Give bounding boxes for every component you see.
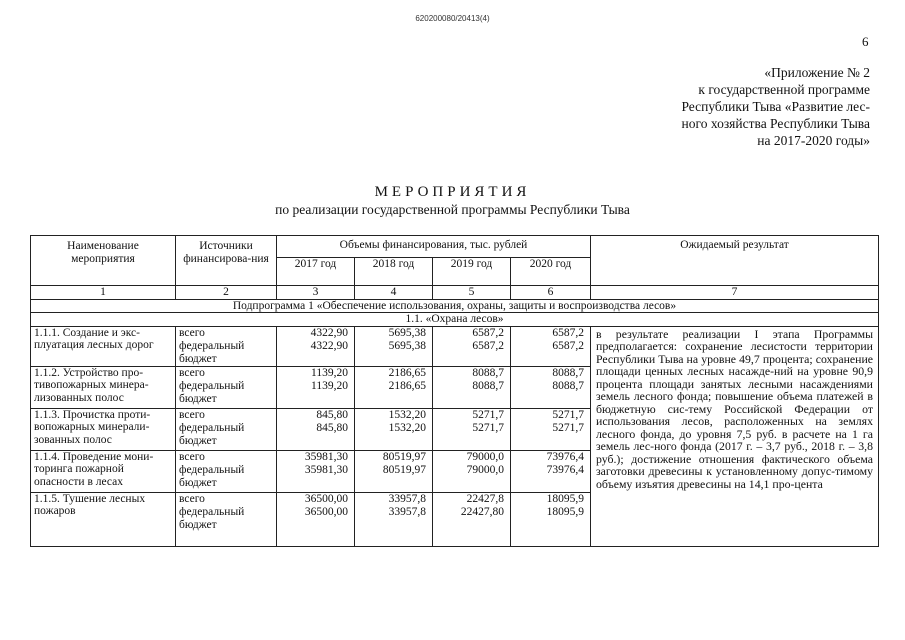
header-source: Источники финансирова-ния (176, 236, 277, 286)
source-total: всего (176, 492, 277, 506)
measure-name: 1.1.2. Устройство про-тивопожарных минера-лизованных полос (31, 366, 176, 408)
value-cell: 5271,7 (511, 408, 591, 422)
appendix-line: «Приложение № 2 (764, 65, 870, 80)
appendix-note (620, 64, 870, 149)
value-cell: 8088,7 (433, 366, 511, 380)
column-number: 3 (277, 286, 355, 300)
page-subtitle: по реализации государственной программы Республики Тыва (275, 202, 630, 217)
column-number: 6 (511, 286, 591, 300)
value-cell: 6587,2 (433, 326, 511, 340)
appendix-line: ного хозяйства Республики Тыва (681, 116, 870, 131)
value-cell: 18095,9 (511, 506, 591, 546)
value-cell: 2186,65 (355, 380, 433, 408)
source-federal: федеральный бюджет (176, 422, 277, 450)
value-cell: 1139,20 (277, 380, 355, 408)
value-cell: 79000,0 (433, 464, 511, 492)
column-number: 1 (31, 286, 176, 300)
header-year: 2017 год (277, 258, 355, 286)
value-cell: 80519,97 (355, 464, 433, 492)
source-total: всего (176, 450, 277, 464)
value-cell: 5271,7 (433, 408, 511, 422)
value-cell: 8088,7 (433, 380, 511, 408)
measure-name: 1.1.5. Тушение лесных пожаров (31, 492, 176, 546)
value-cell: 33957,8 (355, 506, 433, 546)
source-federal: федеральный бюджет (176, 506, 277, 546)
column-number: 2 (176, 286, 277, 300)
value-cell: 22427,8 (433, 492, 511, 506)
appendix-line: Республики Тыва «Развитие лес- (681, 99, 870, 114)
header-name: Наименование мероприятия (31, 236, 176, 286)
appendix-line: на 2017-2020 годы» (757, 133, 870, 148)
value-cell: 35981,30 (277, 450, 355, 464)
value-cell: 4322,90 (277, 340, 355, 366)
value-cell: 5271,7 (433, 422, 511, 450)
header-year: 2018 год (355, 258, 433, 286)
measure-name: 1.1.3. Прочистка проти-вопожарных минерали-зованных полос (31, 408, 176, 450)
value-cell: 1139,20 (277, 366, 355, 380)
value-cell: 18095,9 (511, 492, 591, 506)
value-cell: 6587,2 (511, 326, 591, 340)
value-cell: 1532,20 (355, 408, 433, 422)
value-cell: 36500,00 (277, 506, 355, 546)
column-number: 4 (355, 286, 433, 300)
expected-result: в результате реализации I этапа Программы предполагается: сохранение лесистости территории Республики Тыва на уровне 49,7 процента; сохранение площади ценных лесных насажде-ний на уровне 90,9 процента площади занятых лесными насаждениями земель лесного фонда; повышение объема платежей в бюджетную сис-тему Российской Федерации от использования лесов, расположенных на землях лесного фонда, до уровня 7,5 руб. в расчете на 1 га земель лес-ного фонда (2017 г. – 3,7 руб., 2018 г. – 3,8 руб.); достижение отношения фактического объема заготовки древесины к установленному допус-тимому объему изъятия древесины на 14,1 про-цента (591, 326, 879, 546)
measures-table (30, 235, 879, 547)
value-cell: 80519,97 (355, 450, 433, 464)
column-number: 7 (591, 286, 879, 300)
value-cell: 6587,2 (433, 340, 511, 366)
value-cell: 36500,00 (277, 492, 355, 506)
measure-name: 1.1.1. Создание и экс-плуатация лесных дорог (31, 326, 176, 366)
value-cell: 73976,4 (511, 450, 591, 464)
value-cell: 1532,20 (355, 422, 433, 450)
document-code: 620200080/20413(4) (415, 14, 490, 23)
source-federal: федеральный бюджет (176, 380, 277, 408)
page-title: МЕРОПРИЯТИЯ (374, 184, 531, 200)
header-result: Ожидаемый результат (591, 236, 879, 286)
value-cell: 845,80 (277, 408, 355, 422)
source-federal: федеральный бюджет (176, 340, 277, 366)
header-year: 2020 год (511, 258, 591, 286)
column-number: 5 (433, 286, 511, 300)
value-cell: 33957,8 (355, 492, 433, 506)
value-cell: 8088,7 (511, 380, 591, 408)
header-year: 2019 год (433, 258, 511, 286)
subprogram-title: Подпрограмма 1 «Обеспечение использования, охраны, защиты и воспроизводства лесов» (31, 299, 879, 313)
page-number: 6 (862, 34, 869, 49)
appendix-line: к государственной программе (698, 82, 870, 97)
value-cell: 6587,2 (511, 340, 591, 366)
value-cell: 8088,7 (511, 366, 591, 380)
value-cell: 2186,65 (355, 366, 433, 380)
source-total: всего (176, 408, 277, 422)
value-cell: 845,80 (277, 422, 355, 450)
value-cell: 35981,30 (277, 464, 355, 492)
value-cell: 79000,0 (433, 450, 511, 464)
header-volume: Объемы финансирования, тыс. рублей (277, 236, 591, 258)
source-total: всего (176, 326, 277, 340)
value-cell: 22427,80 (433, 506, 511, 546)
source-federal: федеральный бюджет (176, 464, 277, 492)
value-cell: 5271,7 (511, 422, 591, 450)
measure-name: 1.1.4. Проведение мони-торинга пожарной опасности в лесах (31, 450, 176, 492)
section-title: 1.1. «Охрана лесов» (31, 313, 879, 327)
value-cell: 73976,4 (511, 464, 591, 492)
value-cell: 5695,38 (355, 326, 433, 340)
value-cell: 4322,90 (277, 326, 355, 340)
source-total: всего (176, 366, 277, 380)
value-cell: 5695,38 (355, 340, 433, 366)
